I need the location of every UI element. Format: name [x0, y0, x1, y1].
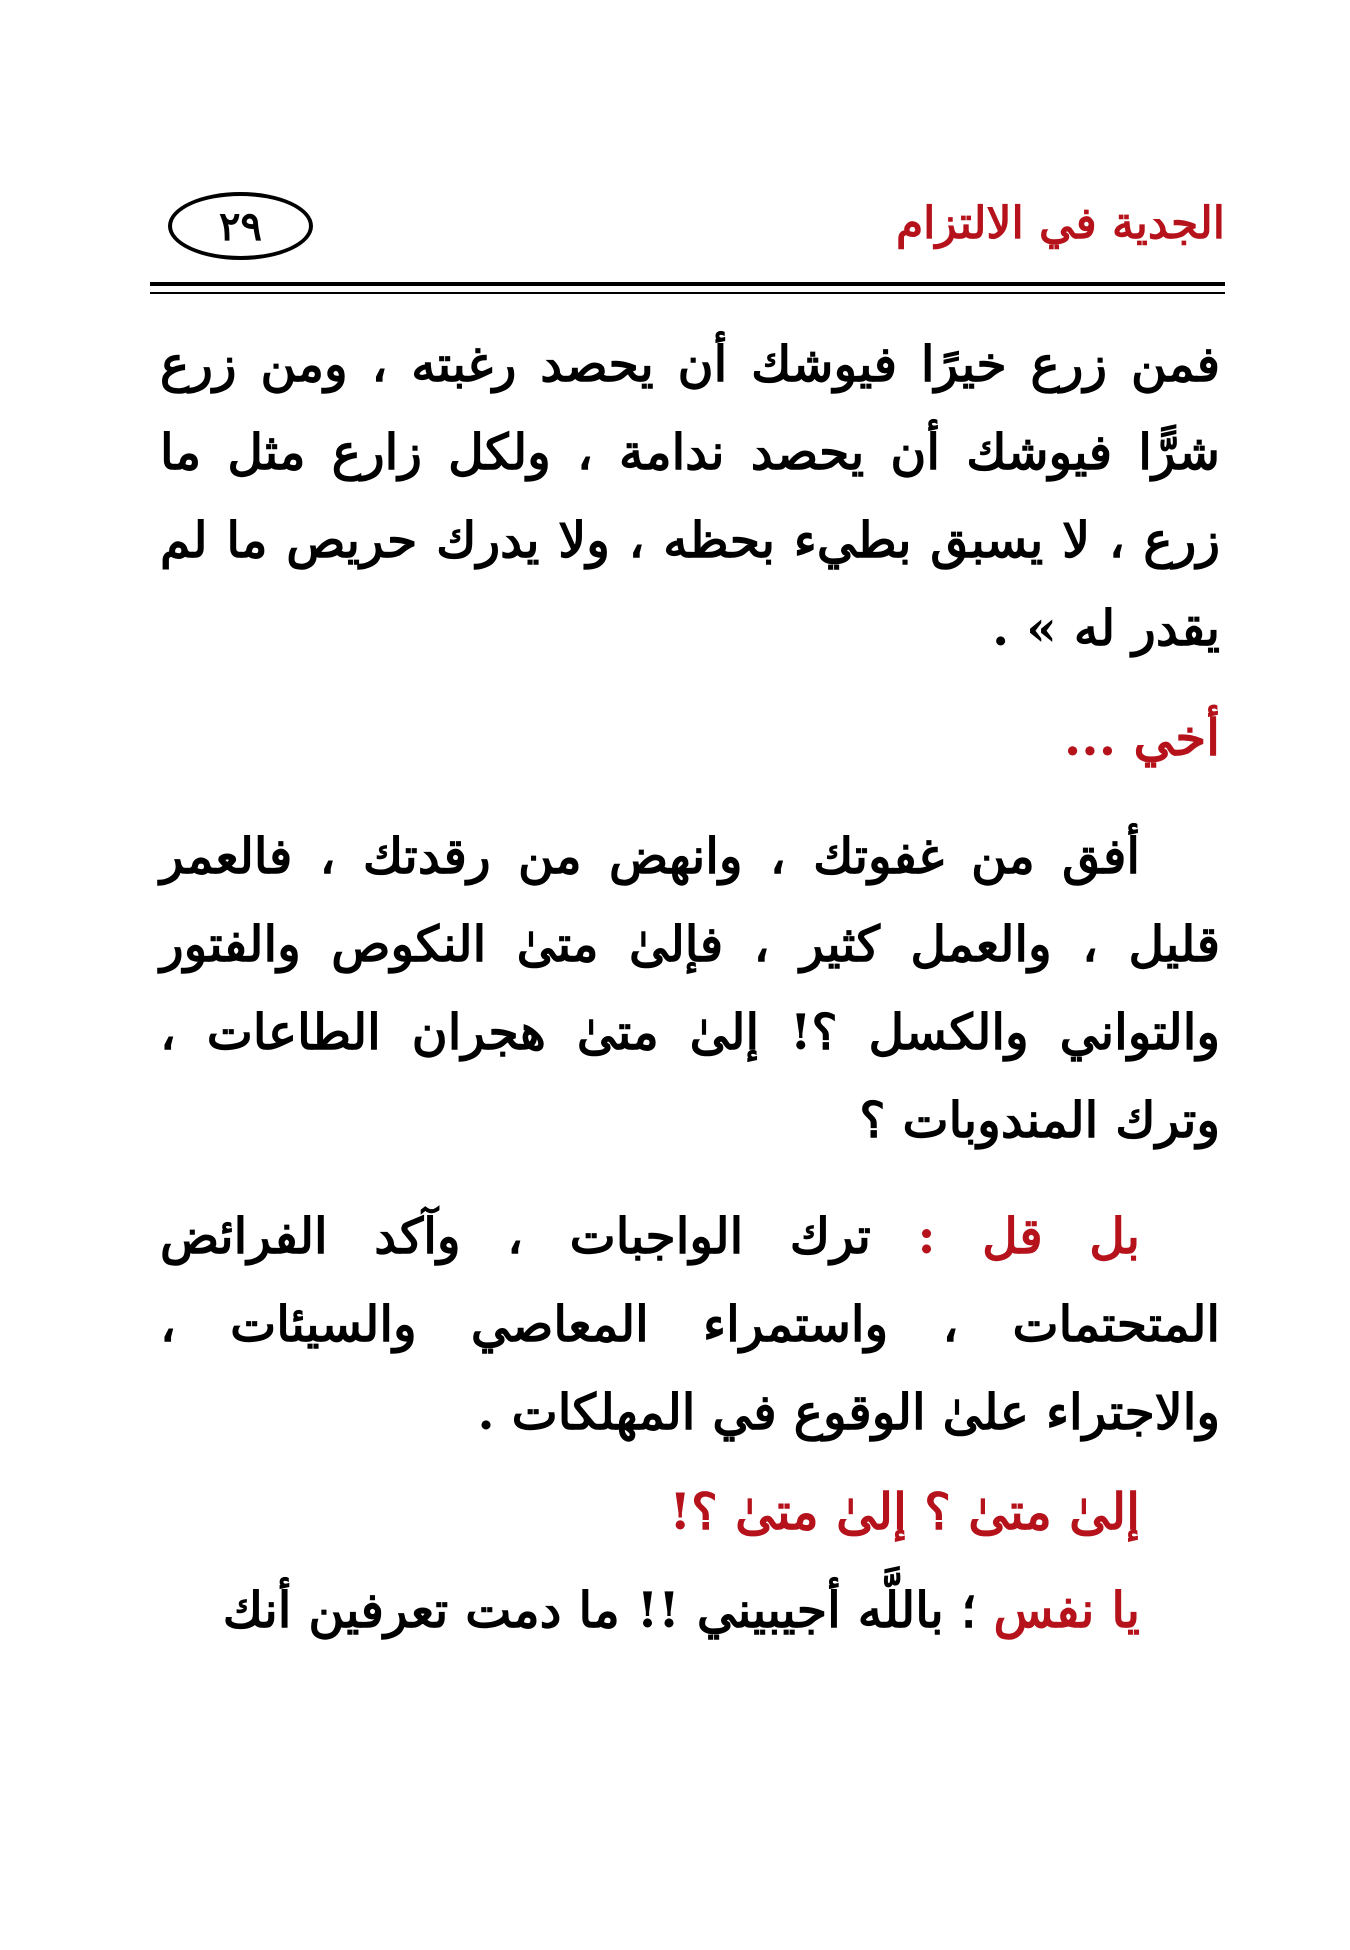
page-number-badge — [168, 192, 313, 260]
paragraph-2: أفق من غفوتك ، وانهض من رقدتك ، فالعمر قليل ، والعمل كثير ، فإلىٰ متىٰ النكوص والفتور والتواني والكسل ؟! إلىٰ متىٰ هجران الطاعات ، وترك المندوبات ؟ — [160, 827, 1220, 1149]
section-heading-akhi: أخي ... — [1063, 708, 1220, 767]
running-title: الجدية في الالتزام — [895, 198, 1225, 249]
paragraph-4 — [160, 1566, 1220, 1654]
page-body — [160, 320, 1220, 1654]
paragraph-3 — [160, 1192, 1220, 1456]
header-rule-thin — [150, 292, 1225, 294]
section-heading-ila-mata: إلىٰ متىٰ ؟ إلىٰ متىٰ ؟! — [669, 1482, 1140, 1541]
paragraph-1: فمن زرع خيرًا فيوشك أن يحصد رغبته ، ومن زرع شرًّا فيوشك أن يحصد ندامة ، ولكل زارع مثل ما زرع ، لا يسبق بطيء بحظه ، ولا يدرك حريص ما لم يقدر له » . — [160, 335, 1220, 657]
paragraph-3-text: ترك الواجبات ، وآكد الفرائض المتحتمات ، واستمراء المعاصي والسيئات ، والاجتراء علىٰ الوقوع في المهلكات . — [160, 1207, 1220, 1441]
header-rule-thick — [150, 282, 1225, 286]
paragraph-4-text: ؛ باللَّه أجيبيني !! ما دمت تعرفين أنك — [222, 1581, 994, 1639]
paragraph-3-lead: بل قل : — [917, 1207, 1140, 1265]
paragraph-4-lead: يا نفس — [993, 1581, 1140, 1639]
spacer — [160, 1164, 1220, 1192]
page-number: ٢٩ — [219, 202, 262, 250]
page-header — [150, 190, 1225, 280]
